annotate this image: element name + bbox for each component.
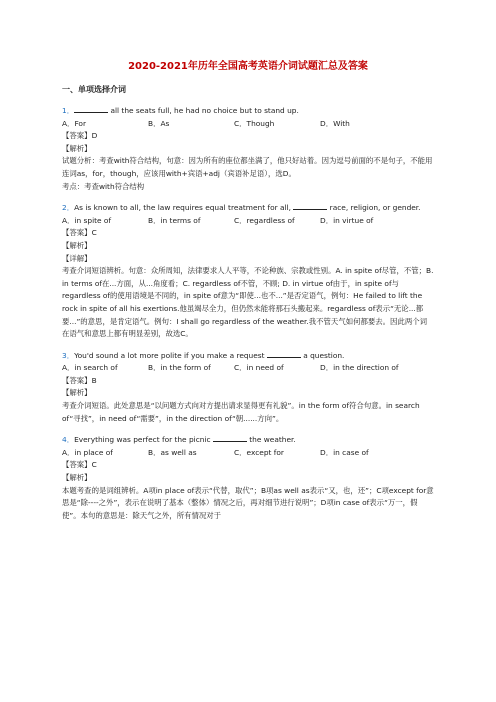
- question-number: 1．: [62, 106, 75, 115]
- analysis-text: 考查介词短语。此处意思是“以问题方式向对方提出请求显得更有礼貌”。in the form of符合句意。in search of“寻找”，in need of“需要”，in the direction of“朝......方向”。: [62, 401, 420, 423]
- stem-text-after: race, religion, or gender.: [327, 203, 421, 213]
- option-d: D．in case of: [320, 447, 369, 457]
- option-d: D．With: [320, 118, 350, 128]
- stem-text-after: a question.: [300, 350, 345, 360]
- question-1: [62, 104, 434, 193]
- options-row: [62, 215, 434, 228]
- answer-label: 【答案】D: [62, 131, 98, 141]
- option-b: B．as well as: [148, 447, 197, 457]
- option-a: A．in spite of: [62, 215, 112, 225]
- answer-blank: [213, 433, 247, 442]
- analysis-label: 【解析】: [62, 388, 92, 398]
- option-c: C．regardless of: [234, 215, 295, 225]
- option-a: A．in search of: [62, 363, 118, 373]
- option-a: A．For: [62, 118, 86, 128]
- option-b: B．in terms of: [148, 215, 201, 225]
- answer-blank: [74, 104, 108, 113]
- stem-text-after: all the seats full, he had no choice but to stand up.: [108, 106, 299, 115]
- stem-text-before: You'd sound a lot more polite if you make a request: [74, 350, 267, 360]
- answer-blank: [267, 349, 301, 358]
- analysis-text: 试题分析：考查with符合结构，句意：因为所有的座位都坐满了，他只好站着。因为逗号前面的不是句子，不能用连词as，for，though，应该用with+宾语+adj（宾语补足语），选D。: [62, 156, 433, 178]
- document-page: [62, 60, 434, 522]
- question-stem: [62, 104, 434, 118]
- question-stem: [62, 433, 434, 447]
- question-number: 3．: [62, 350, 75, 360]
- answer-label: 【答案】C: [62, 460, 97, 470]
- analysis-label: 【解析】: [62, 143, 92, 153]
- option-c: C．except for: [234, 447, 284, 457]
- question-number: 4．: [62, 435, 75, 445]
- options-row: [62, 447, 434, 460]
- answer-blank: [293, 201, 327, 210]
- section-heading: 一、单项选择介词: [62, 85, 126, 94]
- analysis-label: 【解析】: [62, 240, 92, 250]
- stem-text-after: the weather.: [246, 435, 296, 445]
- option-b: B．in the form of: [148, 363, 211, 373]
- option-c: C．Though: [234, 118, 275, 128]
- answer-label: 【答案】C: [62, 228, 97, 238]
- analysis-text: 考查介词短语辨析。句意：众所周知，法律要求人人平等，不论种族、宗教或性别。A. in spite of尽管，不管；B. in terms of在...方面，从...角度看；C. regardless of不管，不顾; D. in virtue of由于，in spite of与regardless of的使用语境是不同的，in spite of意为“即使...也不...”是否定语气，例句：He failed to lift the rock in spite of all his exertions.他虽竭尽全力，但仍然未能将那石头搬起来。regardless of表示“无论...都要...”的意思，是肯定语气。例句：I shall go regardless of the weather.我不管天气如何都要去。因此两个词在语气和意思上都有明显差别，故选C。: [62, 266, 434, 339]
- question-4: [62, 433, 434, 522]
- analysis-point: 考点：考查with符合结构: [62, 181, 145, 191]
- question-2: [62, 201, 434, 341]
- stem-text-before: Everything was perfect for the picnic: [74, 435, 213, 445]
- question-stem: [62, 201, 434, 215]
- analysis-text: 本题考查的是词组辨析。A项in place of表示“代替，取代”；B项as well as表示“又，也，还”；C项except for意思是“除----之外”，表示在说明了基本（整体）情况之后，再对细节进行说明”；D项in case of表示“万一，假使”。本句的意思是：除天气之外，所有情况对于: [62, 485, 434, 520]
- answer-label: 【答案】B: [62, 375, 97, 385]
- option-a: A．in place of: [62, 447, 113, 457]
- stem-text-before: As is known to all, the law requires equal treatment for all,: [74, 203, 294, 213]
- options-row: [62, 118, 434, 131]
- question-number: 2．: [62, 203, 75, 213]
- detail-label: 【详解】: [62, 253, 92, 263]
- analysis-label: 【解析】: [62, 473, 92, 483]
- option-b: B．As: [148, 118, 170, 128]
- options-row: [62, 362, 434, 375]
- document-title: 2020-2021年历年全国高考英语介词试题汇总及答案: [128, 61, 368, 72]
- question-3: [62, 349, 434, 426]
- option-d: D．in virtue of: [320, 215, 374, 225]
- question-stem: [62, 349, 434, 363]
- option-d: D．in the direction of: [320, 363, 399, 373]
- option-c: C．in need of: [234, 363, 284, 373]
